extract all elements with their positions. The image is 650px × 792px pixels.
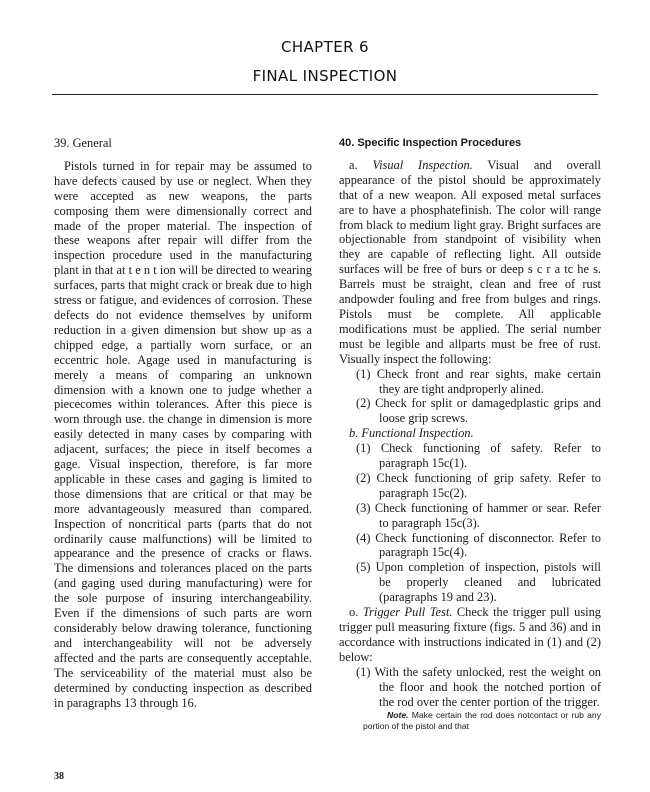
paragraph-c-label: o. xyxy=(349,605,359,620)
chapter-title: FINAL INSPECTION xyxy=(252,67,398,85)
list-item-b5: (5) Upon completion of inspection, pistols will be properly cleaned and lubricated (paragraphs 19 and 23). xyxy=(356,560,601,605)
paragraph-b xyxy=(339,426,601,441)
section-40-heading: 40. Specific Inspection Procedures xyxy=(339,137,522,149)
right-column xyxy=(339,136,601,732)
paragraph-a-label: a. xyxy=(349,157,358,172)
left-column xyxy=(54,136,312,710)
list-item-b3: (3) Check functioning of hammer or sear. Refer to paragraph 15c(3). xyxy=(356,500,601,530)
paragraph-b-title: Functional Inspection. xyxy=(361,426,474,441)
paragraph-c-body: Check the trigger pull using trigger pull measuring fixture (figs. 5 and 36) and in accordance with instructions indicated in (1) and (2) below: xyxy=(339,605,601,664)
note-label: Note. xyxy=(387,710,409,721)
paragraph-a-body: Visual and overall appearance of the pistol should be approximately that of a new weapon. All exposed metal surfaces are to have a phosphatefinish. The color will range from black to medium light gray. Bright surfaces are objectionable from standpoint of visibility when they are capable of reflecting light. All outside surfaces will be free of burs or deep s c r a tc he s. Barrels must be straight, clean and free of rust andpowder fouling and free from bulges and rings. Pistols must be complete. All applicable modifications must be applied. The serial number must be legible and allparts must be free of rust. Visually inspect the following: xyxy=(339,157,601,366)
page-number: 38 xyxy=(54,771,64,782)
list-item-b2: (2) Check functioning of grip safety. Refer to paragraph 15c(2). xyxy=(356,470,601,500)
list-item-a2: (2) Check for split or damagedplastic grips and loose grip screws. xyxy=(356,396,601,426)
paragraph-b-label: b. xyxy=(349,426,359,441)
paragraph-a-title: Visual Inspection. xyxy=(372,157,473,172)
chapter-heading: CHAPTER 6 xyxy=(280,38,370,56)
list-item-a1: (1) Check front and rear sights, make certain they are tight andproperly alined. xyxy=(356,366,601,396)
section-39-heading: 39. General xyxy=(54,136,112,150)
section-39-body: Pistols turned in for repair may be assumed to have defects caused by use or neglect. When they were accepted as new weapons, the parts composing them were dimensionally correct and made of the proper material. The inspection of these weapons after repair will differ from the inspection procedure used in the manufacturing plant in that at t e n t ion will be directed to wearing surfaces, parts that might crack or break due to high stress or fatigue, and evidences of corrosion. These defects do not evidence themselves by uniform reduction in a given dimension but show up as a chipped edge, a partially worn surface, or an eccentric hole. Agage used in manufacturing is merely a means of comparing an unknown dimension with a known one to judge whether a piececomes within tolerances. After this piece is worn through use. the change in dimension is more easily detected in many cases by comparing with adjacent, surfaces; the piece in itself becomes a gage. Visual inspection, therefore, is far more applicable in these cases and gaging is limited to those dimensions that are critical or that may be more advantageously measured than compared. Inspection of noncritical parts (parts that do not ordinarily cause malfunctions) will be limited to appearance and the presence of cracks or flaws. The dimensions and tolerances placed on the parts (and gaging used during manufacturing) were for the sole purpose of insuring interchangeability. Even if the dimensions of such parts are worn considerably below drawing tolerance, functioning and interchangeability will not be adversely affected and the parts are consequently acceptahle. The serviceability of the material must also be determined by conducting inspection as described in paragraphs 13 through 16. xyxy=(54,158,312,710)
paragraph-c xyxy=(339,605,601,665)
list-item-b1: (1) Check functioning of safety. Refer to paragraph 15c(1). xyxy=(356,441,601,471)
paragraph-a xyxy=(339,158,601,367)
note-text: Make certain the rod does notcontact or rub any portion of the pistol and that xyxy=(363,710,602,732)
paragraph-c-title: Trigger Pull Test. xyxy=(362,605,453,620)
note xyxy=(339,710,601,731)
list-item-b4: (4) Check functioning of disconnector. Refer to paragraph 15c(4). xyxy=(356,530,601,560)
header-rule xyxy=(52,94,598,95)
list-item-c1: (1) With the safety unlocked, rest the weight on the floor and hook the notched portion of the rod over the center portion of the trigger. xyxy=(356,664,601,709)
